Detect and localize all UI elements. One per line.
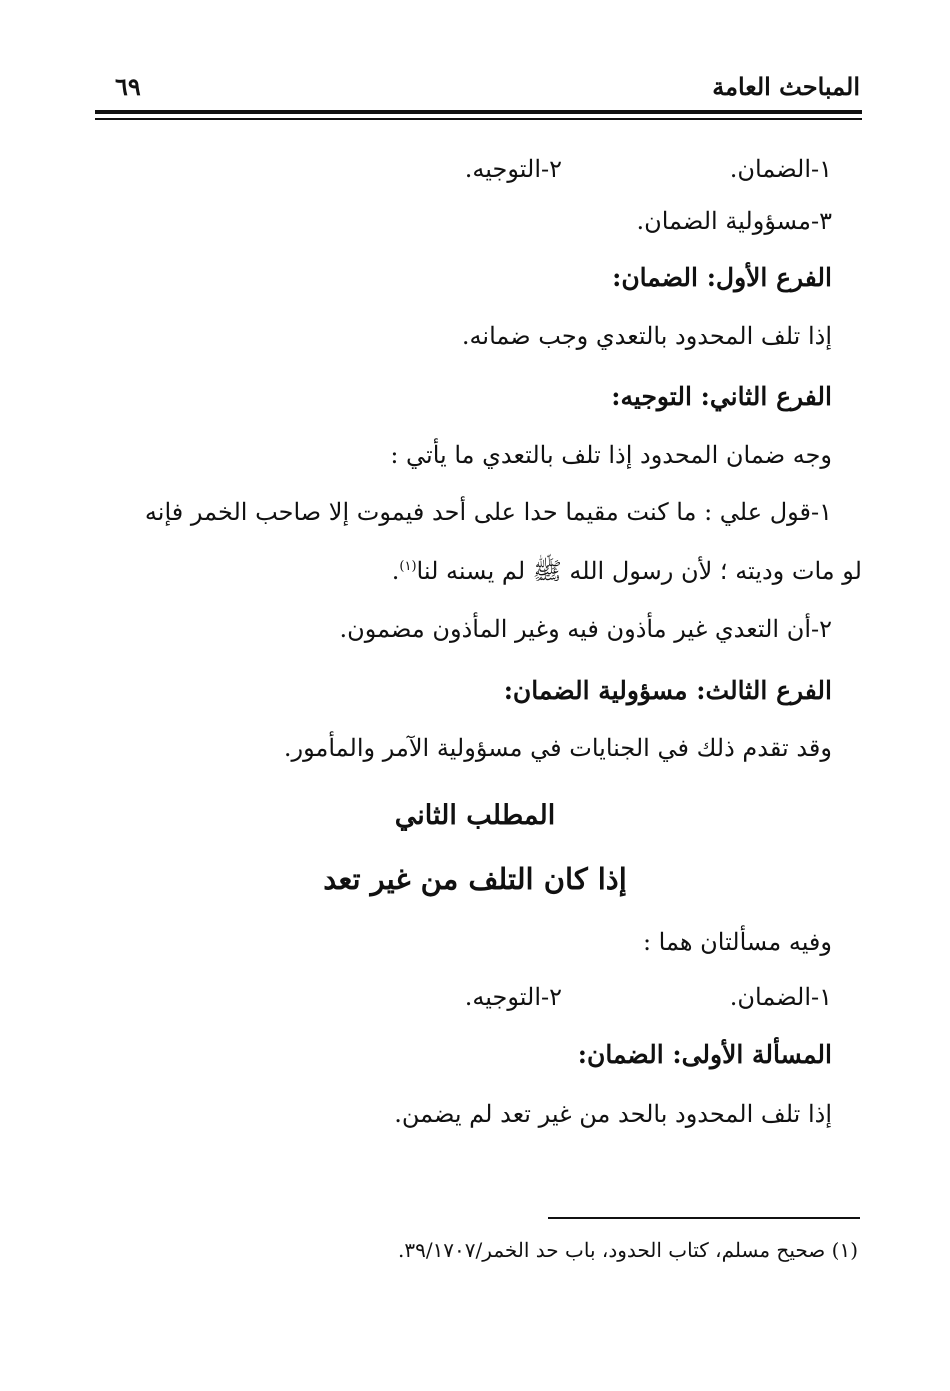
paragraph-branch-2-intro: وجه ضمان المحدود إذا تلف بالتعدي ما يأتي : [390,441,832,469]
quote-line-1: ١-قول علي : ما كنت مقيما حدا على أحد فيموت إلا صاحب الخمر فإنه [144,498,832,526]
list-item-responsibility: ٣-مسؤولية الضمان. [636,207,832,235]
paragraph-issues-intro: وفيه مسألتان هما : [642,928,832,956]
issue-item-guarantee: ١-الضمان. [729,983,832,1011]
chapter-title: المباحث العامة [712,72,860,101]
paragraph-point-2: ٢-أن التعدي غير مأذون فيه وغير المأذون مضمون. [339,615,832,643]
issue-item-justification: ٢-التوجيه. [464,983,562,1011]
list-item-guarantee: ١-الضمان. [729,155,832,183]
paragraph-branch-3: وقد تقدم ذلك في الجنايات في مسؤولية الآمر والمأمور. [283,734,832,762]
quote-line-2: لو مات وديته ؛ لأن رسول الله ﷺ لم يسنه لنا$^{(١)}$. [391,557,862,585]
list-row-1 [332,155,832,183]
header-rule-thick [95,110,862,114]
section-subheading: إذا كان التلف من غير تعد [323,862,627,896]
paragraph-branch-1: إذا تلف المحدود بالتعدي وجب ضمانه. [461,322,832,350]
list-row-2 [332,983,832,1011]
footnote-separator [548,1217,860,1219]
heading-issue-1: المسألة الأولى: الضمان: [577,1040,832,1069]
footnote-reference: (١) [399,559,417,574]
heading-branch-3: الفرع الثالث: مسؤولية الضمان: [503,676,832,705]
footnote-1: (١) صحيح مسلم، كتاب الحدود، باب حد الخمر/٣٩/١٧٠٧. [397,1238,858,1262]
list-item-justification: ٢-التوجيه. [464,155,562,183]
heading-branch-2: الفرع الثاني: التوجيه: [611,382,832,411]
quote-line-2-text: لو مات وديته ؛ لأن رسول الله ﷺ لم يسنه لنا [416,557,862,585]
running-header [95,72,860,112]
header-rule-thin [95,118,862,120]
heading-branch-1: الفرع الأول: الضمان: [612,263,832,292]
page-number: ٦٩ [115,72,141,101]
section-heading: المطلب الثاني [394,800,556,831]
paragraph-issue-1: إذا تلف المحدود بالحد من غير تعد لم يضمن. [394,1100,832,1128]
